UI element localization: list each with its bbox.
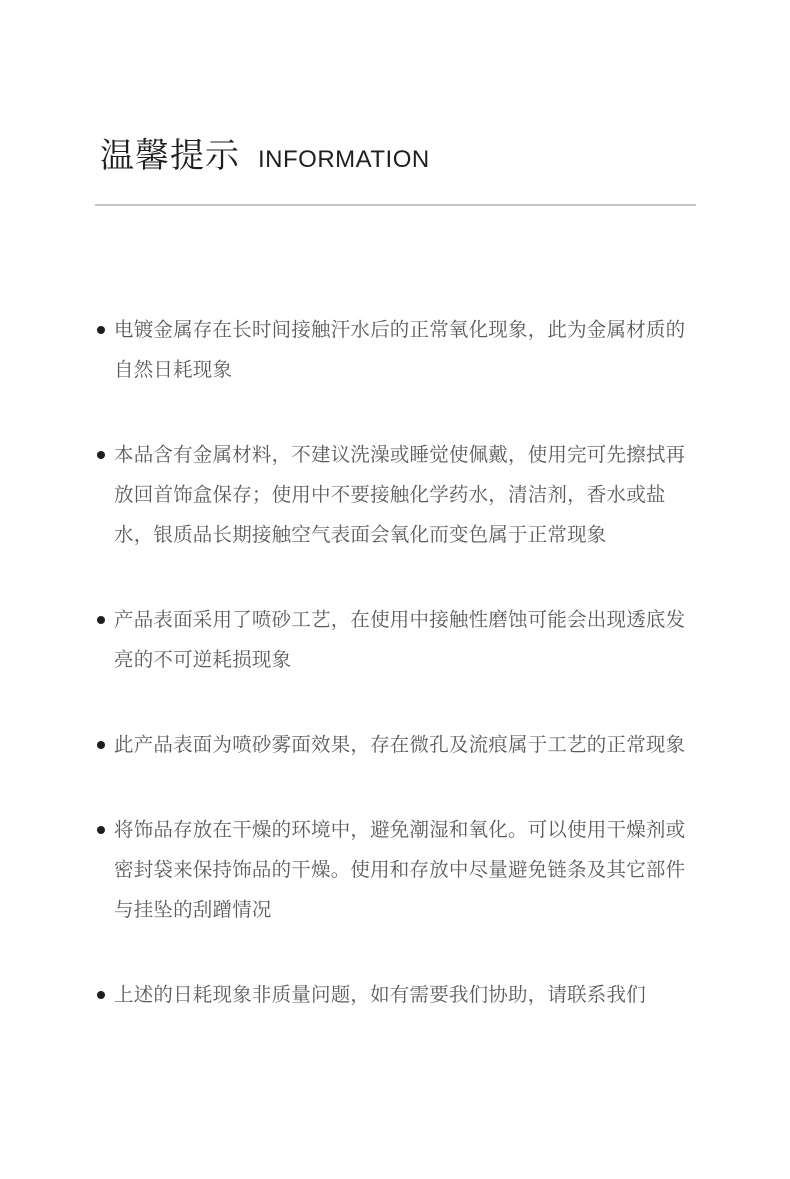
bullet-dot-icon — [97, 991, 105, 999]
title-chinese: 温馨提示 — [100, 136, 240, 176]
list-item — [96, 600, 696, 680]
note-text: 上述的日耗现象非质量问题，如有需要我们协助，请联系我们 — [114, 983, 646, 1006]
list-item — [96, 310, 696, 390]
list-item — [96, 975, 696, 1015]
bullet-dot-icon — [97, 326, 105, 334]
bullet-dot-icon — [97, 741, 105, 749]
note-text: 电镀金属存在长时间接触汗水后的正常氧化现象，此为金属材质的自然日耗现象 — [114, 318, 686, 381]
section-header — [100, 128, 430, 177]
bullet-dot-icon — [97, 451, 105, 459]
note-text: 此产品表面为喷砂雾面效果，存在微孔及流痕属于工艺的正常现象 — [114, 733, 686, 756]
header-divider — [95, 204, 696, 206]
list-item — [96, 435, 696, 555]
list-item — [96, 725, 696, 765]
note-text: 本品含有金属材料，不建议洗澡或睡觉使佩戴，使用完可先擦拭再放回首饰盒保存；使用中不要接触化学药水，清洁剂，香水或盐水，银质品长期接触空气表面会氧化而变色属于正常现象 — [114, 443, 686, 546]
bullet-dot-icon — [97, 616, 105, 624]
notes-list — [96, 310, 696, 1060]
list-item — [96, 810, 696, 930]
note-text: 产品表面采用了喷砂工艺，在使用中接触性磨蚀可能会出现透底发亮的不可逆耗损现象 — [114, 608, 686, 671]
note-text: 将饰品存放在干燥的环境中，避免潮湿和氧化。可以使用干燥剂或密封袋来保持饰品的干燥。使用和存放中尽量避免链条及其它部件与挂坠的刮蹭情况 — [114, 818, 686, 921]
bullet-dot-icon — [97, 826, 105, 834]
title-english: INFORMATION — [258, 146, 430, 173]
